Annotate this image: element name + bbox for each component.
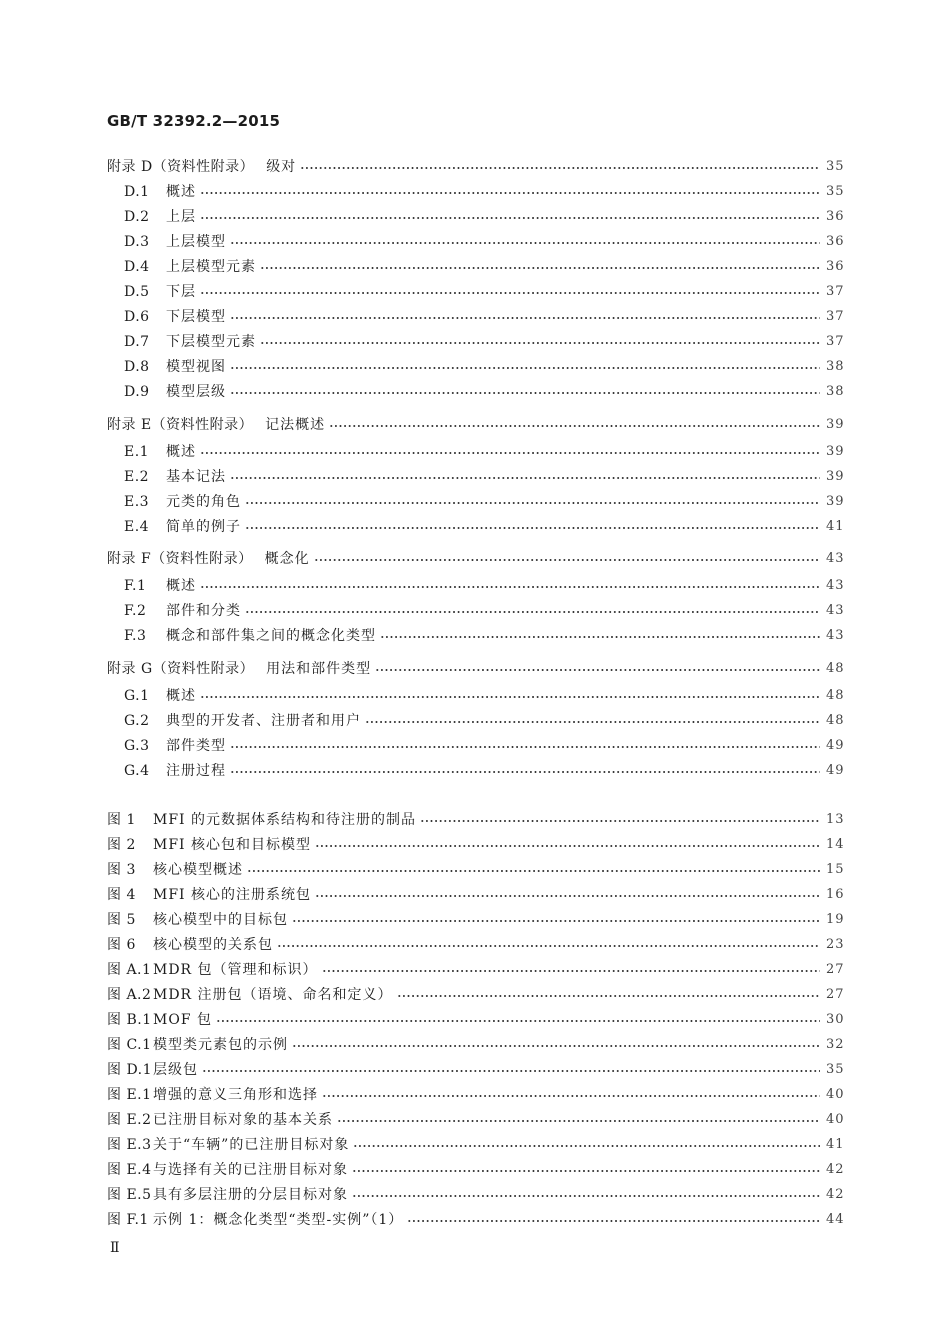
toc-entry-number: F.1	[124, 578, 147, 594]
toc-dot-leader	[314, 557, 820, 563]
page-number: Ⅱ	[110, 1240, 120, 1256]
toc-figure-entry[interactable]	[107, 933, 844, 955]
toc-entry-number: 图 F.1	[107, 1212, 149, 1228]
toc-page-number: 19	[826, 912, 845, 927]
toc-dot-leader	[260, 340, 820, 346]
toc-page-number: 35	[826, 159, 845, 174]
toc-dot-leader	[420, 818, 820, 824]
toc-page-number: 38	[826, 384, 845, 399]
toc-page-number: 37	[826, 334, 845, 349]
toc-figure-entry[interactable]	[107, 1183, 844, 1205]
toc-figure-entry[interactable]	[107, 1158, 844, 1180]
toc-entry-number: 附录 E（资料性附录）	[107, 417, 254, 433]
toc-figure-entry[interactable]	[107, 908, 844, 930]
toc-dot-leader	[200, 190, 820, 196]
toc-entry-title: 下层模型元素	[166, 334, 256, 350]
toc-section-entry[interactable]	[107, 490, 844, 512]
toc-dot-leader	[277, 943, 820, 949]
toc-entry-title: 注册过程	[166, 763, 226, 779]
toc-entry-title: 部件类型	[166, 738, 226, 754]
toc-page-number: 39	[826, 469, 845, 484]
toc-entry-number: D.8	[124, 359, 150, 375]
toc-entry-number: 图 5	[107, 912, 136, 928]
toc-entry-title: 上层	[166, 209, 196, 225]
toc-entry-number: 图 E.5	[107, 1187, 152, 1203]
toc-page-number: 49	[826, 738, 845, 753]
toc-section-entry[interactable]	[107, 599, 844, 621]
toc-page-number: 41	[826, 519, 845, 534]
toc-page-number: 32	[826, 1037, 845, 1052]
toc-entry-title: 概述	[166, 688, 196, 704]
toc-entry-number: 图 A.1	[107, 962, 152, 978]
toc-entry-title: 记法概述	[265, 417, 326, 433]
toc-entry-number: E.2	[124, 469, 150, 485]
toc-entry-title: 增强的意义三角形和选择	[153, 1087, 318, 1103]
toc-entry-title: 已注册目标对象的基本关系	[153, 1112, 333, 1128]
toc-entry-number: D.6	[124, 309, 150, 325]
toc-page-number: 36	[826, 209, 845, 224]
toc-dot-leader	[216, 1018, 820, 1024]
toc-entry-title: 概述	[166, 444, 196, 460]
toc-entry-title: 层级包	[153, 1062, 198, 1078]
toc-entry-title: 概述	[166, 578, 196, 594]
toc-figure-entry[interactable]	[107, 983, 844, 1005]
toc-section-entry[interactable]	[107, 709, 844, 731]
toc-entry-title: 核心模型中的目标包	[153, 912, 288, 928]
toc-dot-leader	[230, 315, 820, 321]
toc-entry-title: 模型层级	[166, 384, 226, 400]
toc-dot-leader	[230, 475, 820, 481]
toc-entry-number: 附录 F（资料性附录）	[107, 551, 253, 567]
toc-entry-title: 部件和分类	[166, 603, 241, 619]
toc-entry-number: 图 4	[107, 887, 136, 903]
toc-section-entry[interactable]	[107, 684, 844, 706]
toc-entry-title: 概念化	[264, 551, 310, 567]
toc-entry-title: MDR 注册包（语境、命名和定义）	[153, 987, 393, 1003]
toc-dot-leader	[315, 893, 820, 899]
toc-entry-number: 图 E.3	[107, 1137, 152, 1153]
toc-dot-leader	[329, 423, 820, 429]
toc-entry-title: 下层	[166, 284, 196, 300]
toc-dot-leader	[407, 1218, 820, 1224]
toc-entry-number: 图 A.2	[107, 987, 152, 1003]
toc-annex-entry[interactable]	[107, 657, 844, 679]
toc-entry-title: MFI 核心包和目标模型	[153, 837, 312, 853]
toc-dot-leader	[230, 240, 820, 246]
toc-page-number: 15	[826, 862, 845, 877]
toc-dot-leader	[247, 868, 820, 874]
toc-section-entry[interactable]	[107, 734, 844, 756]
toc-entry-number: D.1	[124, 184, 150, 200]
toc-figure-entry[interactable]	[107, 1058, 844, 1080]
toc-dot-leader	[292, 1043, 820, 1049]
toc-entry-title: 元类的角色	[166, 494, 241, 510]
toc-entry-title: 与选择有关的已注册目标对象	[153, 1162, 348, 1178]
toc-dot-leader	[260, 265, 820, 271]
toc-dot-leader	[322, 1093, 820, 1099]
toc-page-number: 30	[826, 1012, 845, 1027]
toc-dot-leader	[375, 667, 820, 673]
toc-figure-entry[interactable]	[107, 883, 844, 905]
toc-entry-number: 图 3	[107, 862, 136, 878]
toc-dot-leader	[315, 843, 820, 849]
toc-dot-leader	[200, 450, 820, 456]
toc-section-entry[interactable]	[107, 759, 844, 781]
toc-dot-leader	[337, 1118, 820, 1124]
toc-entry-title: MOF 包	[153, 1012, 212, 1028]
toc-entry-title: 上层模型	[166, 234, 226, 250]
toc-dot-leader	[245, 500, 820, 506]
toc-page-number: 42	[826, 1187, 845, 1202]
toc-dot-leader	[245, 609, 820, 615]
toc-entry-number: 图 E.1	[107, 1087, 152, 1103]
toc-entry-number: G.4	[124, 763, 150, 779]
toc-section-entry[interactable]	[107, 574, 844, 596]
toc-page-number: 42	[826, 1162, 845, 1177]
toc-figure-entry[interactable]	[107, 1008, 844, 1030]
toc-section-entry[interactable]	[107, 465, 844, 487]
toc-dot-leader	[300, 165, 820, 171]
toc-section-entry[interactable]	[107, 205, 844, 227]
toc-dot-leader	[230, 769, 820, 775]
toc-entry-number: F.2	[124, 603, 147, 619]
toc-figure-entry[interactable]	[107, 833, 844, 855]
toc-entry-title: 典型的开发者、注册者和用户	[166, 713, 361, 729]
toc-page-number: 39	[826, 444, 845, 459]
toc-section-entry[interactable]	[107, 380, 844, 402]
toc-page-number: 37	[826, 309, 845, 324]
toc-section-entry[interactable]	[107, 230, 844, 252]
toc-page-number: 44	[826, 1212, 845, 1227]
toc-entry-number: G.3	[124, 738, 150, 754]
toc-entry-title: 核心模型的关系包	[153, 937, 273, 953]
toc-page-number: 43	[826, 603, 845, 618]
toc-dot-leader	[200, 290, 820, 296]
toc-page-number: 36	[826, 234, 845, 249]
toc-figure-entry[interactable]	[107, 1108, 844, 1130]
toc-entry-title: 上层模型元素	[166, 259, 256, 275]
toc-dot-leader	[352, 1168, 820, 1174]
toc-page-number: 35	[826, 184, 845, 199]
toc-page-number: 13	[826, 812, 845, 827]
toc-page-number: 14	[826, 837, 845, 852]
toc-page-number: 27	[826, 987, 845, 1002]
toc-dot-leader	[200, 694, 820, 700]
toc-entry-title: MFI 核心的注册系统包	[153, 887, 312, 903]
toc-page-number: 23	[826, 937, 845, 952]
toc-page-number: 39	[826, 417, 845, 432]
toc-entry-number: 附录 G（资料性附录）	[107, 661, 255, 677]
toc-page-number: 35	[826, 1062, 845, 1077]
toc-figure-entry[interactable]	[107, 808, 844, 830]
toc-page-number: 41	[826, 1137, 845, 1152]
toc-annex-entry[interactable]	[107, 547, 844, 569]
toc-entry-number: D.5	[124, 284, 150, 300]
toc-page-number: 39	[826, 494, 845, 509]
toc-entry-title: 用法和部件类型	[266, 661, 372, 677]
toc-section-entry[interactable]	[107, 515, 844, 537]
toc-section-entry[interactable]	[107, 280, 844, 302]
standard-code-header: GB/T 32392.2—2015	[107, 112, 281, 130]
toc-page-number: 48	[826, 661, 845, 676]
toc-entry-title: 概念和部件集之间的概念化类型	[166, 628, 376, 644]
toc-dot-leader	[365, 719, 820, 725]
toc-figure-entry[interactable]	[107, 1208, 844, 1230]
toc-entry-number: 图 6	[107, 937, 136, 953]
toc-entry-title: 简单的例子	[166, 519, 241, 535]
toc-entry-number: D.4	[124, 259, 150, 275]
toc-entry-number: E.4	[124, 519, 150, 535]
toc-entry-number: D.2	[124, 209, 150, 225]
toc-dot-leader	[292, 918, 820, 924]
toc-annex-entry[interactable]	[107, 155, 844, 177]
toc-page-number: 16	[826, 887, 845, 902]
toc-dot-leader	[200, 215, 820, 221]
toc-entry-title: 概述	[166, 184, 196, 200]
toc-entry-number: E.3	[124, 494, 150, 510]
toc-dot-leader	[352, 1193, 820, 1199]
toc-dot-leader	[200, 584, 820, 590]
toc-entry-number: 图 D.1	[107, 1062, 153, 1078]
toc-annex-entry[interactable]	[107, 413, 844, 435]
toc-section-entry[interactable]	[107, 330, 844, 352]
toc-entry-title: 下层模型	[166, 309, 226, 325]
toc-dot-leader	[380, 634, 820, 640]
toc-entry-number: 附录 D（资料性附录）	[107, 159, 255, 175]
toc-entry-number: E.1	[124, 444, 150, 460]
toc-page-number: 48	[826, 713, 845, 728]
toc-dot-leader	[322, 968, 820, 974]
toc-entry-number: 图 2	[107, 837, 136, 853]
toc-entry-title: MFI 的元数据体系结构和待注册的制品	[153, 812, 417, 828]
toc-entry-number: G.2	[124, 713, 150, 729]
toc-section-entry[interactable]	[107, 180, 844, 202]
toc-page-number: 48	[826, 688, 845, 703]
toc-entry-title: 模型视图	[166, 359, 226, 375]
toc-page-number: 43	[826, 578, 845, 593]
toc-entry-number: G.1	[124, 688, 150, 704]
toc-section-entry[interactable]	[107, 305, 844, 327]
toc-dot-leader	[353, 1143, 820, 1149]
toc-entry-number: D.9	[124, 384, 150, 400]
toc-entry-number: F.3	[124, 628, 147, 644]
toc-dot-leader	[397, 993, 820, 999]
toc-page-number: 40	[826, 1087, 845, 1102]
toc-entry-number: 图 E.4	[107, 1162, 152, 1178]
toc-dot-leader	[230, 744, 820, 750]
toc-entry-title: 具有多层注册的分层目标对象	[153, 1187, 348, 1203]
toc-entry-number: 图 C.1	[107, 1037, 152, 1053]
toc-page-number: 37	[826, 284, 845, 299]
toc-section-entry[interactable]	[107, 624, 844, 646]
toc-entry-number: D.7	[124, 334, 150, 350]
toc-figure-entry[interactable]	[107, 1133, 844, 1155]
toc-section-entry[interactable]	[107, 355, 844, 377]
toc-figure-entry[interactable]	[107, 958, 844, 980]
toc-entry-title: 示例 1：概念化类型“类型-实例”（1）	[153, 1212, 404, 1228]
toc-page-number: 38	[826, 359, 845, 374]
toc-page-number: 27	[826, 962, 845, 977]
toc-section-entry[interactable]	[107, 255, 844, 277]
toc-entry-number: 图 E.2	[107, 1112, 152, 1128]
toc-page-number: 36	[826, 259, 845, 274]
toc-entry-title: 关于“车辆”的已注册目标对象	[153, 1137, 350, 1153]
toc-page-number: 43	[826, 628, 845, 643]
toc-section-entry[interactable]	[107, 440, 844, 462]
toc-entry-number: D.3	[124, 234, 150, 250]
toc-page-number: 43	[826, 551, 845, 566]
toc-entry-number: 图 B.1	[107, 1012, 152, 1028]
toc-dot-leader	[202, 1068, 820, 1074]
toc-entry-title: 核心模型概述	[153, 862, 243, 878]
toc-figure-entry[interactable]	[107, 1083, 844, 1105]
toc-entry-number: 图 1	[107, 812, 136, 828]
toc-page-number: 40	[826, 1112, 845, 1127]
toc-entry-title: MDR 包（管理和标识）	[153, 962, 318, 978]
toc-figure-entry[interactable]	[107, 858, 844, 880]
toc-dot-leader	[230, 365, 820, 371]
toc-entry-title: 模型类元素包的示例	[153, 1037, 288, 1053]
toc-dot-leader	[230, 390, 820, 396]
toc-dot-leader	[245, 525, 820, 531]
toc-figure-entry[interactable]	[107, 1033, 844, 1055]
toc-entry-title: 基本记法	[166, 469, 226, 485]
toc-entry-title: 级对	[266, 159, 297, 175]
toc-page-number: 49	[826, 763, 845, 778]
